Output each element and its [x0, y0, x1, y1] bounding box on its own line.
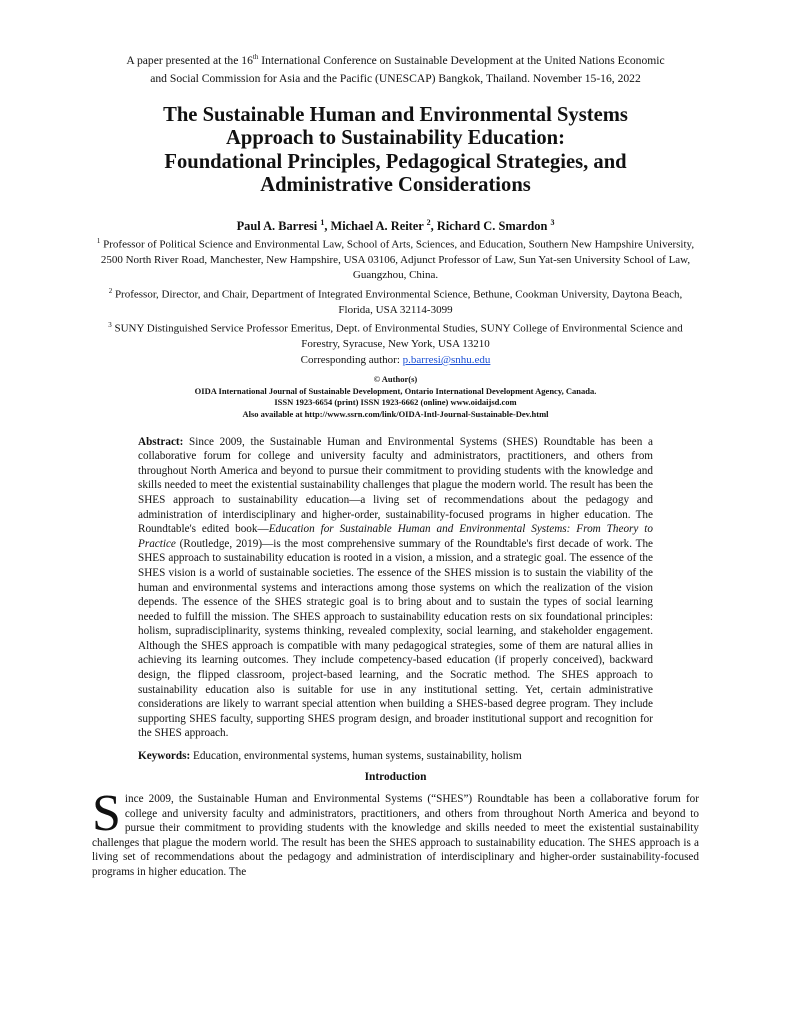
conference-line1-pre: A paper presented at the 16: [126, 53, 253, 67]
introduction-paragraph: [92, 785, 699, 880]
title-line-4: Administrative Considerations: [260, 174, 531, 197]
conference-line2: and Social Commission for Asia and the Pacific (UNESCAP) Bangkok, Thailand. November 15-16, 2022: [150, 71, 641, 85]
author-2: , Michael A. Reiter: [324, 218, 427, 233]
copyright-line: © Author(s): [373, 374, 418, 385]
affiliation-1: [92, 234, 699, 284]
conference-note: [92, 48, 699, 88]
affiliation-1-text: Professor of Political Science and Environmental Law, School of Arts, Sciences, and Education, Southern New Hampshire University, 2500 North River Road, Manchester, New Hampshire, USA 03106, Adjunct Professor of Law, Sun Yat-sen University School of Law, Guangzhou, China.: [100, 238, 695, 282]
ssrn-line: Also available at http://www.ssrn.com/link/OIDA-Intl-Journal-Sustainable-Dev.html: [242, 408, 549, 419]
author-3-sup: 3: [550, 217, 555, 227]
author-1-sup: 1: [320, 217, 325, 227]
title-line-2: Approach to Sustainability Education:: [226, 127, 565, 150]
title-line-3: Foundational Principles, Pedagogical Strategies, and: [164, 150, 627, 173]
abstract: [138, 435, 653, 741]
corresponding-label: Corresponding author:: [300, 353, 403, 366]
paper-title: [92, 104, 699, 198]
keywords-text: Education, environmental systems, human systems, sustainability, holism: [190, 750, 522, 763]
author-2-sup: 2: [426, 217, 431, 227]
affiliation-3: [92, 318, 699, 352]
affiliation-3-text: SUNY Distinguished Service Professor Emeritus, Dept. of Environmental Studies, SUNY College of Environmental Science and Forestry, Syracuse, New York, USA 13210: [111, 322, 683, 351]
title-line-1: The Sustainable Human and Environmental Systems: [163, 103, 628, 126]
introduction-text: ince 2009, the Sustainable Human and Environmental Systems (“SHES”) Roundtable has been a collaborative forum for college and university faculty and administrators, practitioners, and others from throughout North America and beyond to pursue their commitment to providing students with the knowledge and skills needed to meet the existential sustainability challenges that plague the modern world. The result has been the SHES approach to sustainability education. The SHES approach is a living set of recommendations about the pedagogy and administration of interdisciplinary and higher-order sustainability-focused programs in higher education. The: [92, 793, 699, 879]
journal-line: OIDA International Journal of Sustainable Development, Ontario International Development Agency, Canada.: [194, 385, 597, 396]
issn-line: ISSN 1923-6654 (print) ISSN 1923-6662 (online) www.oidaijsd.com: [274, 397, 517, 408]
abstract-label: Abstract:: [138, 435, 184, 448]
affiliation-2-text: Professor, Director, and Chair, Department of Integrated Environmental Science, Bethune, Cookman University, Daytona Beach, Florida, USA 32114-3099: [112, 288, 683, 316]
abstract-book-title: Education for Sustainable Human and Environmental Systems: From Theory to Practice: [138, 523, 653, 550]
abstract-text-2: (Routledge, 2019)—is the most comprehensive summary of the Roundtable's first decade of work. The SHES approach to sustainability education is rooted in a vision, a mission, and a strategic goal. The essence of the SHES vision is a world of sustainable societies. The essence of the SHES mission is to sustain the viability of the human and environmental systems and interactions among those systems on which the realization of the vision depends. The essence of the SHES strategic goal is to bring about and to sustain the types of social learning needed to fulfill the mission. The SHES approach to sustainability education rests on six foundational principles: holism, supradisciplinarity, systems thinking, revealed complexity, social learning, and stakeholder engagement. Although the SHES approach is compatible with many pedagogical strategies, some of them are natural allies in achieving its learning outcomes. They include competency-based education (if properly conceived), backward design, the flipped classroom, project-based learning, and the Socratic method. The SHES approach to sustainability education also is suitable for use in any institutional setting. Yet, certain administrative considerations are likely to warrant special attention when building a SHES-based degree program. They include supporting SHES faculty, supporting SHES program design, and broader institutional support and recognition for the SHES approach.: [138, 537, 653, 740]
affiliation-1-sup: 1: [96, 236, 101, 245]
keywords-label: Keywords:: [138, 750, 191, 763]
conference-ordinal-sup: th: [252, 53, 259, 61]
conference-line1-post: International Conference on Sustainable Development at the United Nations Economic: [258, 53, 665, 67]
author-1: Paul A. Barresi: [236, 218, 321, 233]
abstract-text-1: Since 2009, the Sustainable Human and Environmental Systems (SHES) Roundtable has been a collaborative forum for college and university faculty and administrators, practitioners, and others from throughout North America and beyond to pursue their commitment to providing students with the knowledge and skills needed to meet the existential sustainability challenges that plague the modern world. The result has been the SHES approach to sustainability education—a living set of recommendations about the pedagogy and administration of interdisciplinary and higher-order, sustainability-focused programs in higher education. The Roundtable's edited book—: [138, 435, 653, 536]
keywords: [138, 749, 653, 763]
author-3: , Richard C. Smardon: [430, 218, 551, 233]
copyright-block: [92, 374, 699, 420]
author-list: [92, 215, 699, 234]
introduction-heading: Introduction: [364, 771, 427, 784]
corresponding-author: [92, 353, 699, 368]
affiliation-2: [92, 284, 699, 318]
affiliation-3-sup: 3: [108, 321, 112, 330]
drop-cap: S: [92, 785, 121, 843]
corresponding-email-link[interactable]: p.barresi@snhu.edu: [402, 353, 491, 366]
affiliation-2-sup: 2: [108, 286, 113, 295]
